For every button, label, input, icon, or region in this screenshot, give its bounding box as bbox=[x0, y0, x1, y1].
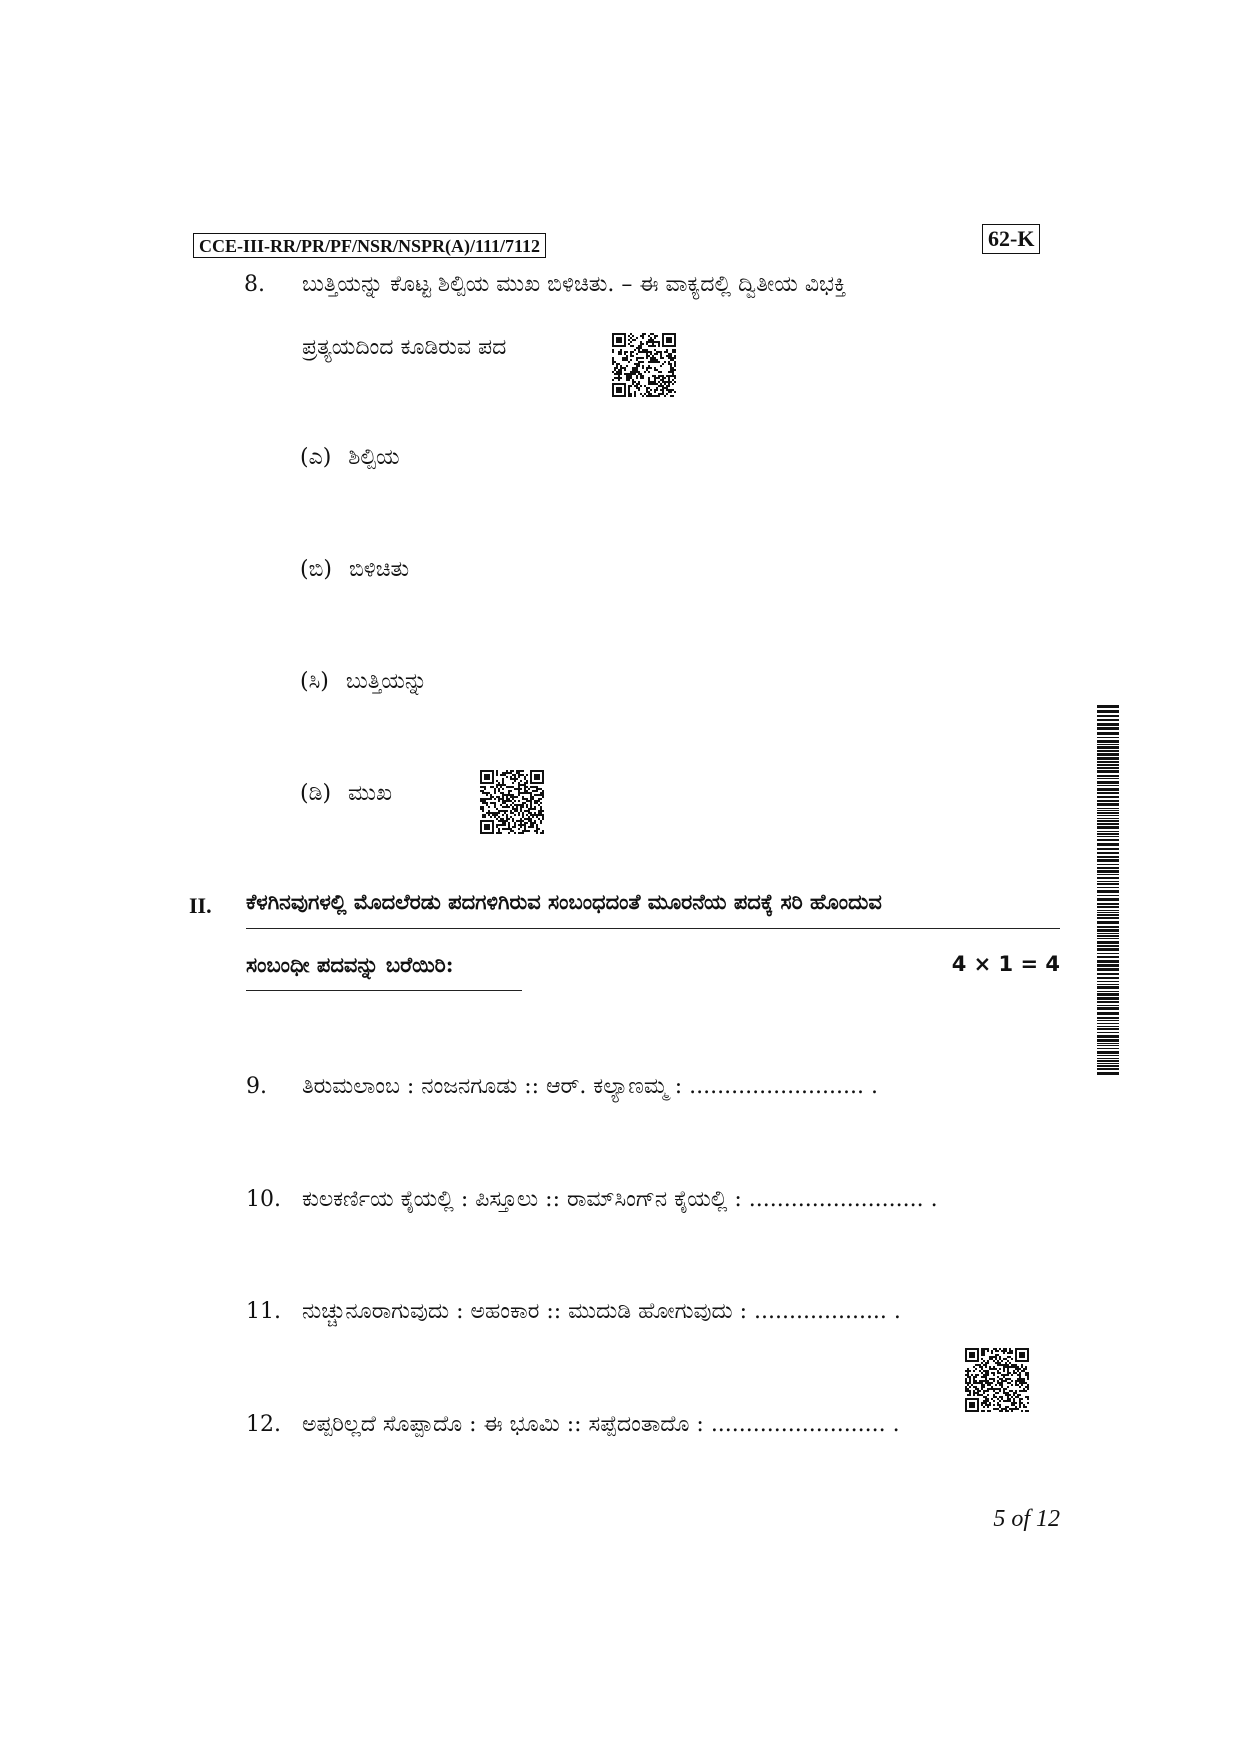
option-text: ಮುಖ bbox=[348, 781, 392, 806]
question-text: ಕುಲಕರ್ಣಿಯ ಕೈಯಲ್ಲಿ : ಪಿಸ್ತೂಲು :: ರಾಮ್‌ಸಿಂಗ್‌ನ ಕೈಯಲ್ಲಿ : ......................... . bbox=[302, 1187, 938, 1212]
section-numeral: II. bbox=[189, 893, 212, 918]
option-label: (ಸಿ) bbox=[300, 669, 329, 694]
qr-code-icon bbox=[965, 1348, 1029, 1412]
q8-text-line1: ಬುತ್ತಿಯನ್ನು ಕೊಟ್ಟ ಶಿಲ್ಪಿಯ ಮುಖ ಬಿಳಿಚಿತು. – ಈ ವಾಕ್ಯದಲ್ಲಿ ದ್ವಿತೀಯ ವಿಭಕ್ತಿ bbox=[302, 272, 847, 297]
underline bbox=[246, 928, 1060, 929]
question-text: ನುಚ್ಚುನೂರಾಗುವುದು : ಅಹಂಕಾರ :: ಮುದುಡಿ ಹೋಗುವುದು : ................... . bbox=[302, 1299, 901, 1324]
q8-number: 8. bbox=[244, 272, 265, 297]
paper-number-badge: 62-K bbox=[982, 224, 1040, 254]
option-label: (ಬಿ) bbox=[300, 557, 332, 582]
option-label: (ಡಿ) bbox=[300, 781, 332, 806]
q8-text-line2: ಪ್ರತ್ಯಯದಿಂದ ಕೂಡಿರುವ ಪದ bbox=[302, 335, 507, 360]
question-number: 12. bbox=[246, 1412, 281, 1437]
question-number: 10. bbox=[246, 1187, 281, 1212]
qr-code-icon bbox=[480, 770, 544, 834]
option-text: ಶಿಲ್ಪಿಯ bbox=[348, 445, 400, 470]
q8-option-b[interactable] bbox=[300, 555, 409, 585]
section-instruction-line1: ಕೆಳಗಿನವುಗಳಲ್ಲಿ ಮೊದಲೆರಡು ಪದಗಳಿಗಿರುವ ಸಂಬಂಧದಂತೆ ಮೂರನೆಯ ಪದಕ್ಕೆ ಸರಿ ಹೊಂದುವ bbox=[246, 889, 882, 914]
question-number: 11. bbox=[246, 1299, 281, 1324]
question-text: ಅಪ್ಪರಿಲ್ಲದೆ ಸೊಪ್ಪಾದೊ : ಈ ಭೂಮಿ :: ಸಪ್ಪೆದಂತಾದೊ : ......................... . bbox=[302, 1412, 900, 1437]
underline bbox=[246, 990, 522, 991]
q8-option-c[interactable] bbox=[300, 667, 427, 697]
question-number: 9. bbox=[246, 1074, 267, 1099]
barcode-icon bbox=[1097, 705, 1119, 1075]
option-text: ಬುತ್ತಿಯನ್ನು bbox=[345, 669, 428, 694]
section-instruction-line2: ಸಂಬಂಧೀ ಪದವನ್ನು ಬರೆಯಿರಿ: bbox=[246, 952, 454, 977]
q8-option-d[interactable] bbox=[300, 779, 392, 809]
question-text: ತಿರುಮಲಾಂಬ : ನಂಜನಗೂಡು :: ಆರ್. ಕಲ್ಯಾಣಮ್ಮ : ......................... . bbox=[302, 1074, 878, 1099]
qr-code-icon bbox=[612, 333, 678, 397]
page-number: 5 of 12 bbox=[993, 1506, 1060, 1532]
marks-allocation: 4 × 1 = 4 bbox=[951, 952, 1060, 976]
option-text: ಬಿಳಿಚಿತು bbox=[348, 557, 410, 582]
option-label: (ಎ) bbox=[300, 445, 332, 470]
question-paper-code: CCE-III-RR/PR/PF/NSR/NSPR(A)/111/7112 bbox=[193, 233, 546, 258]
q8-option-a[interactable] bbox=[300, 443, 400, 473]
